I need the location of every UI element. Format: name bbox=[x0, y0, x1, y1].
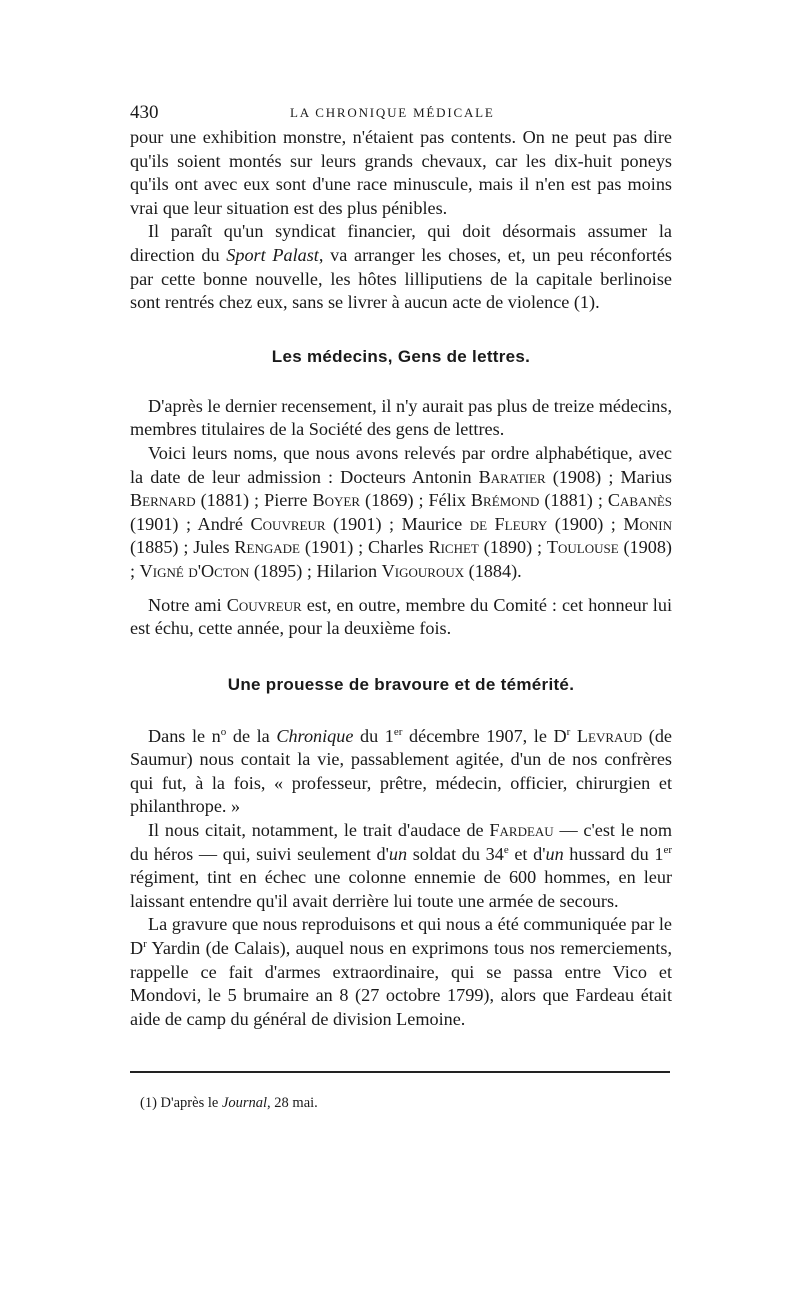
section2-paragraph-3 bbox=[130, 913, 672, 1031]
journal-title: Journal bbox=[221, 1095, 268, 1112]
italic-un: un bbox=[545, 843, 564, 864]
name-bremond: Brémond bbox=[470, 490, 540, 511]
name-monin: Monin bbox=[623, 513, 673, 534]
name-vigne: Vigné bbox=[139, 560, 184, 581]
running-head bbox=[130, 100, 672, 126]
superscript: o bbox=[220, 725, 227, 738]
name-vigouroux: Vigouroux bbox=[381, 560, 465, 581]
section1-paragraph-1 bbox=[130, 395, 672, 442]
s1-seg: (1895) ; Hilarion bbox=[249, 560, 382, 581]
s1-seg: (1881) ; Pierre bbox=[195, 490, 313, 511]
footnote-text-a: (1) D'après le bbox=[140, 1095, 222, 1112]
name-rengade: Rengade bbox=[234, 537, 300, 558]
superscript: r bbox=[143, 937, 147, 950]
s1-seg: (1881) ; bbox=[539, 490, 608, 511]
s2-text: (de Saumur) nous contait la vie, passablement agitée, d'un de nos confrères qui fut, à la fois, « professeur, prêtre, médecin, officier, chirurgien et philanthrope. » bbox=[130, 725, 673, 817]
section-heading-medecins: Les médecins, Gens de lettres. bbox=[271, 346, 531, 366]
name-levraud: Levraud bbox=[576, 725, 643, 746]
s2-text: décembre 1907, le D bbox=[402, 725, 567, 746]
s1-p2-intro: Voici leurs noms, que nous avons relevés par ordre alphabétique, avec la date de leur admission : Docteurs Antonin bbox=[130, 442, 672, 487]
s1-seg: (1900) ; bbox=[547, 513, 624, 534]
s1-seg: (1908) ; bbox=[130, 537, 672, 581]
intro-paragraph-1 bbox=[130, 126, 672, 220]
section2-paragraph-2 bbox=[130, 819, 672, 913]
intro-p2-text-a: Il paraît qu'un syndicat financier, qui doit désormais assumer la direction du bbox=[130, 221, 672, 265]
chronique-title: Chronique bbox=[276, 725, 354, 746]
intro-p2-text-b: , va arranger les choses, et, un peu réconfortés par cette bonne nouvelle, les hôtes lilliputiens de la capitale berlinoise sont rentrés chez eux, sans se livrer à aucun acte de violence (1). bbox=[130, 244, 672, 313]
s1-p1-text: D'après le dernier recensement, il n'y aurait pas plus de treize médecins, membres titulaires de la Société des gens de lettres. bbox=[130, 395, 672, 440]
section1-paragraph-3 bbox=[130, 594, 672, 641]
s1-seg: (1884). bbox=[464, 560, 522, 581]
s1-seg: (1901) ; Maurice bbox=[325, 513, 470, 534]
name-fardeau: Fardeau bbox=[489, 820, 554, 841]
s2-text: Yardin (de Calais), auquel nous en exprimons tous nos remerciements, rappelle ce fait d'armes extraordinaire, qui se passa entre Vico et Mondovi, le 5 brumaire an 8 (27 octobre 1799), alors que Fardeau était aide de camp du général de division Lemoine. bbox=[130, 938, 672, 1029]
s1-seg: (1901) ; André bbox=[130, 513, 251, 534]
s2-text: Dans le n bbox=[148, 725, 221, 746]
s2-text: La gravure que nous reproduisons et qui nous a été communiquée par le D bbox=[130, 914, 672, 959]
s2-text: soldat du 34 bbox=[407, 843, 504, 864]
italic-un: un bbox=[388, 843, 408, 864]
paragraph-gap bbox=[130, 584, 672, 594]
s1-seg: (1901) ; Charles bbox=[300, 537, 429, 558]
s2-text: de la bbox=[226, 725, 277, 746]
s2-text: Il nous citait, notamment, le trait d'audace de bbox=[148, 820, 490, 841]
superscript: er bbox=[663, 843, 672, 856]
s1-p3-text-a: Notre ami bbox=[148, 594, 227, 615]
page bbox=[130, 100, 672, 1112]
s2-text: et d' bbox=[508, 843, 546, 864]
footnote-text-b: , 28 mai. bbox=[267, 1095, 318, 1112]
intro-paragraph-2 bbox=[130, 220, 672, 314]
section1-paragraph-2 bbox=[130, 442, 672, 584]
page-number: 430 bbox=[130, 102, 159, 123]
superscript: r bbox=[566, 725, 571, 738]
section2-paragraph-1 bbox=[130, 725, 672, 819]
s2-text: du 1 bbox=[353, 725, 394, 746]
superscript: e bbox=[503, 843, 509, 856]
name-couvreur: Couvreur bbox=[250, 513, 326, 534]
name-octon: d'Octon bbox=[188, 560, 250, 581]
s2-text: hussard du 1 bbox=[563, 843, 664, 864]
name-toulouse: Toulouse bbox=[546, 537, 619, 558]
name-couvreur-2: Couvreur bbox=[226, 594, 302, 615]
running-title: LA CHRONIQUE MÉDICALE bbox=[290, 105, 495, 120]
footnote-rule bbox=[130, 1071, 670, 1073]
name-bernard: Bernard bbox=[130, 490, 196, 511]
intro-p1-text: pour une exhibition monstre, n'étaient pas contents. On ne peut pas dire qu'ils soient montés sur leurs grands chevaux, car les dix-huit poneys qu'ils ont avec eux sont d'une race minuscule, mais il n'en est pas moins vrai que leur situation est des plus pénibles. bbox=[130, 127, 672, 218]
name-fleury: de Fleury bbox=[469, 513, 548, 534]
name-cabanes: Cabanès bbox=[607, 490, 673, 511]
name-richet: Richet bbox=[428, 537, 479, 558]
s2-text: — c'est le nom du héros — qui, suivi seulement d' bbox=[130, 820, 672, 864]
name-baratier: Baratier bbox=[478, 466, 546, 487]
s2-text bbox=[570, 726, 577, 746]
s1-seg: (1885) ; Jules bbox=[130, 537, 235, 558]
superscript: er bbox=[393, 725, 403, 738]
s1-seg: (1890) ; bbox=[478, 537, 547, 558]
s1-p3-text-b: est, en outre, membre du Comité : cet honneur lui est échu, cette année, pour la deuxième fois. bbox=[130, 594, 673, 639]
s1-seg: (1869) ; Félix bbox=[360, 490, 471, 511]
name-boyer: Boyer bbox=[312, 490, 361, 511]
s1-seg: (1908) ; Marius bbox=[545, 466, 672, 487]
section-heading-prouesse: Une prouesse de bravoure et de témérité. bbox=[227, 674, 575, 694]
footnote bbox=[130, 1095, 672, 1112]
s2-text: régiment, tint en échec une colonne ennemie de 600 hommes, en leur laissant entendre qu'il avait derrière lui toute une armée de secours. bbox=[130, 867, 672, 911]
sport-palast-title: Sport Palast bbox=[226, 244, 319, 265]
